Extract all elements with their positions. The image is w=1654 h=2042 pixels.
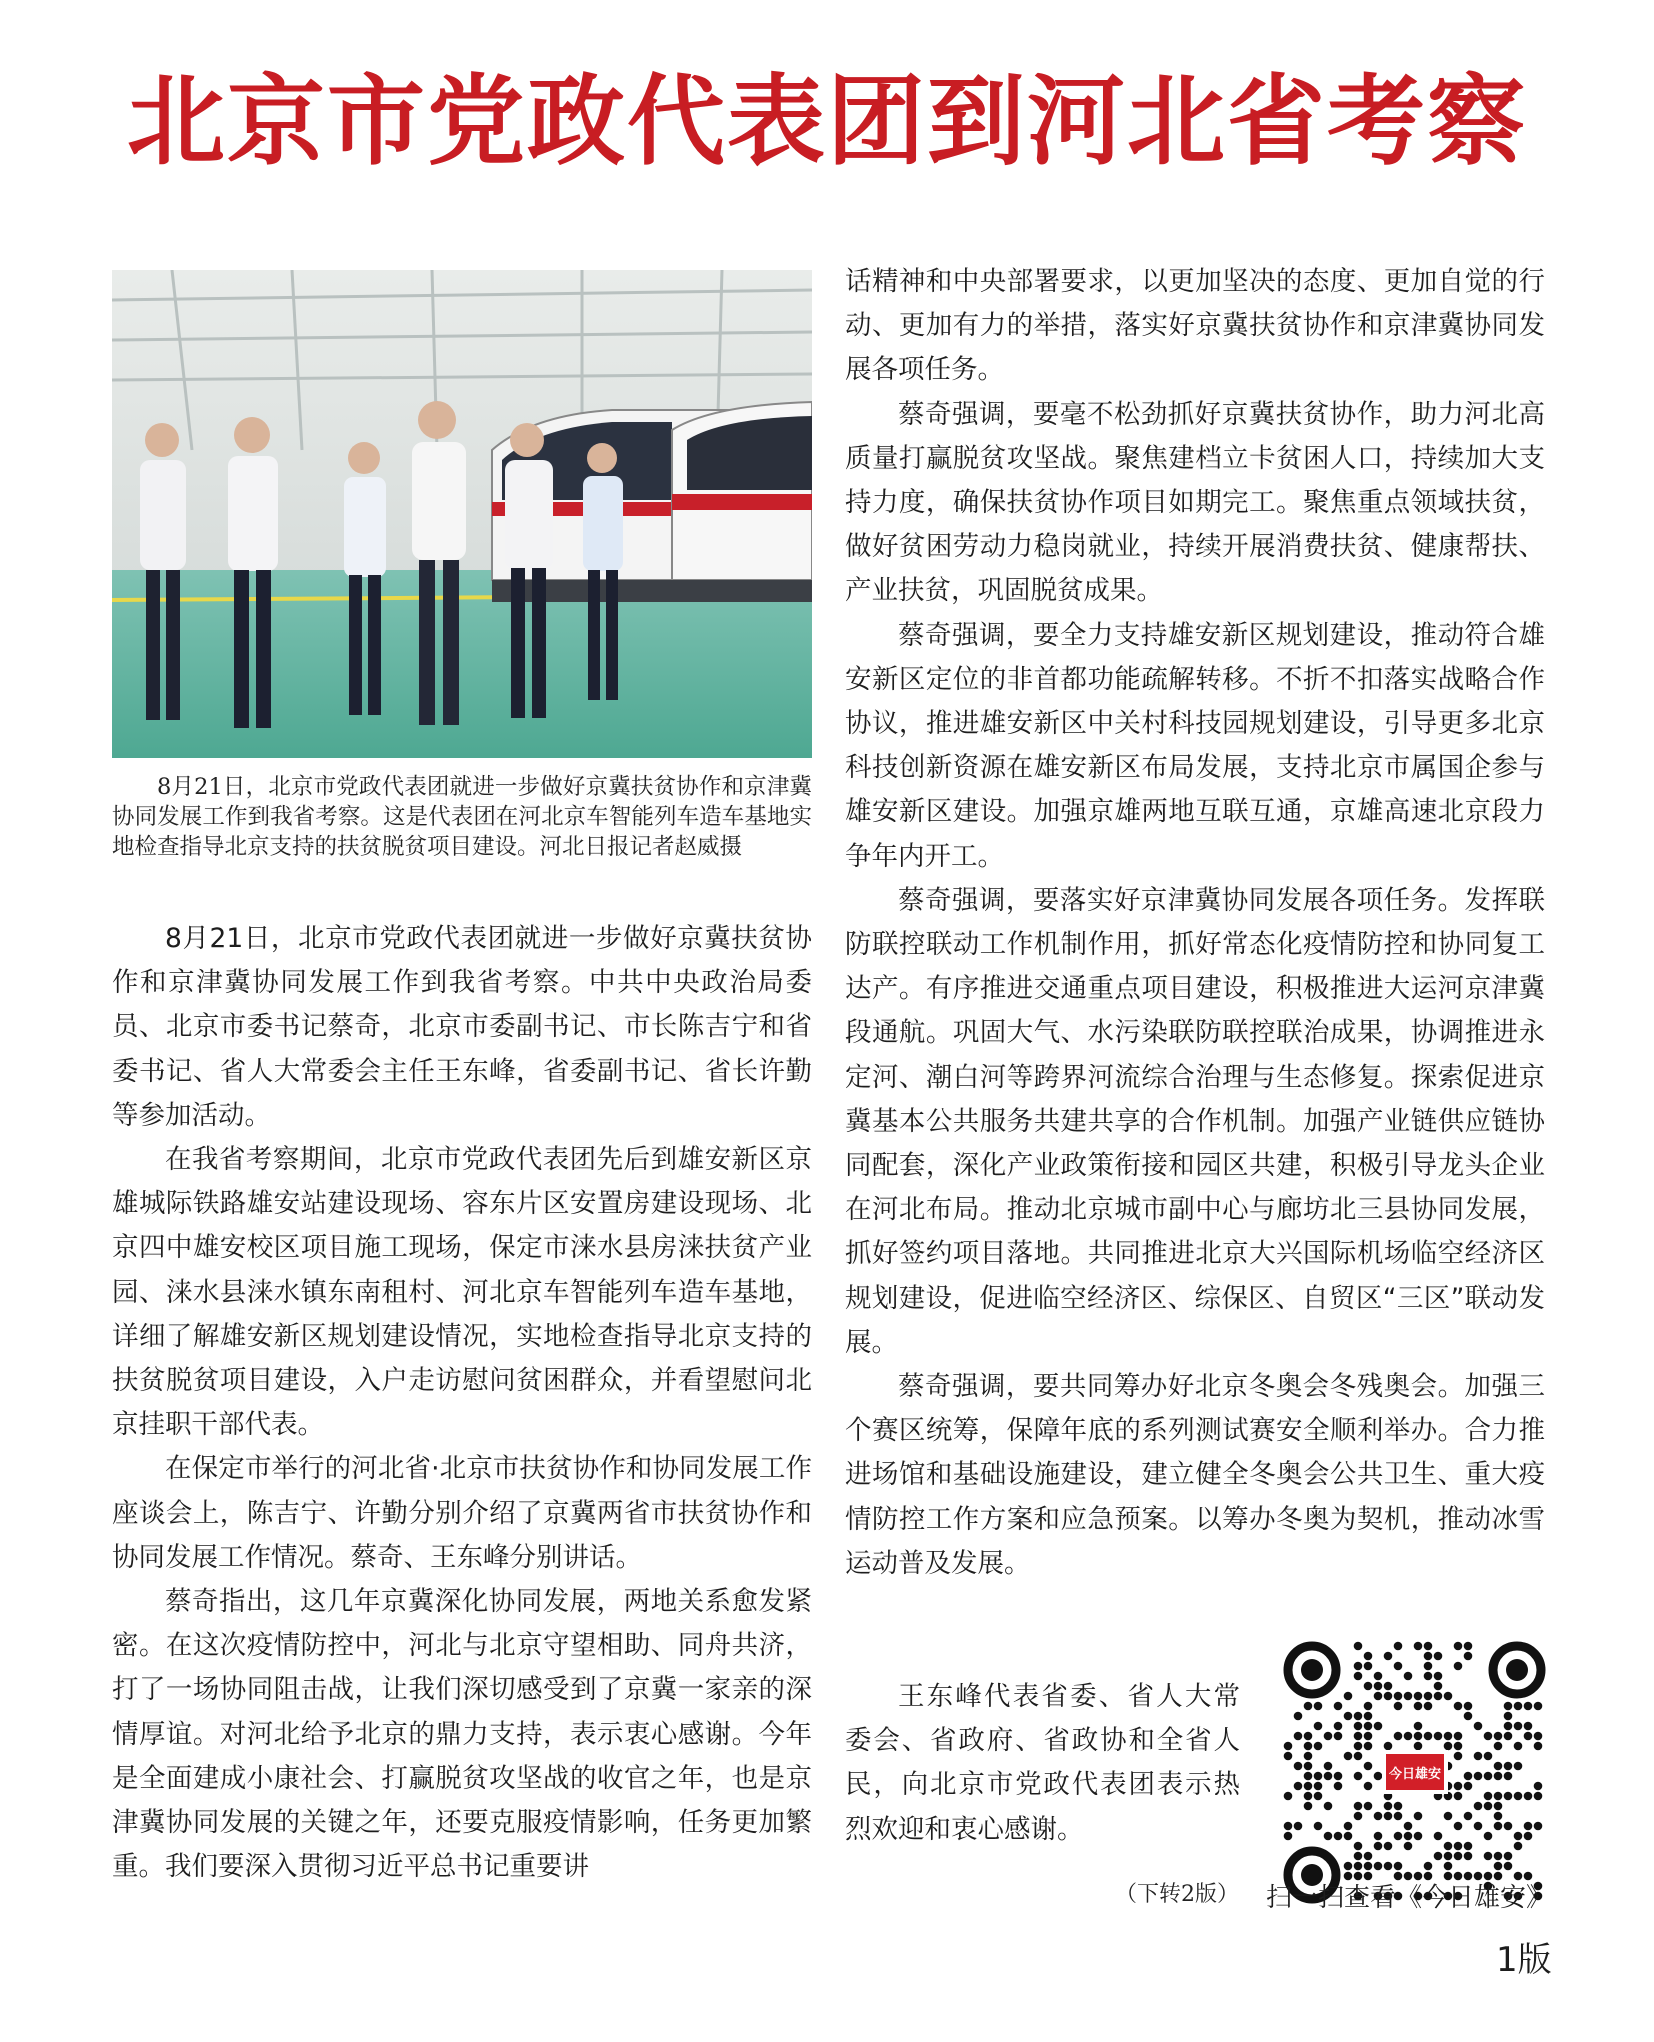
paragraph: 8月21日，北京市党政代表团就进一步做好京冀扶贫协作和京津冀协同发展工作到我省考察。中共中央政治局委员、北京市委书记蔡奇，北京市委副书记、市长陈吉宁和省委书记、省人大常委会主任王东峰，省委副书记、省长许勤等参加活动。: [112, 923, 812, 1131]
page-number: 1版: [1496, 1940, 1552, 1980]
qr-center-label: 今日雄安: [1388, 1767, 1442, 1782]
paragraph: 蔡奇强调，要全力支持雄安新区规划建设，推动符合雄安新区定位的非首都功能疏解转移。不折不扣落实战略合作协议，推进雄安新区中关村科技园规划建设，引导更多北京科技创新资源在雄安新区布局发展，支持北京市属国企参与雄安新区建设。加强京雄两地互联互通，京雄高速北京段力争年内开工。: [845, 619, 1545, 872]
paragraph: 蔡奇强调，要落实好京津冀协同发展各项任务。发挥联防联控联动工作机制作用，抓好常态化疫情防控和协同复工达产。有序推进交通重点项目建设，积极推进大运河京津冀段通航。巩固大气、水污染联防联控联治成果，协调推进永定河、潮白河等跨界河流综合治理与生态修复。探索促进京冀基本公共服务共建共享的合作机制。加强产业链供应链协同配套，深化产业政策衔接和园区共建，积极引导龙头企业在河北布局。推动北京城市副中心与廊坊北三县协同发展，抓好签约项目落地。共同推进北京大兴国际机场临空经济区规划建设，促进临空经济区、综保区、自贸区“三区”联动发展。: [845, 884, 1545, 1358]
paragraph: 王东峰代表省委、省人大常委会、省政府、省政协和全省人民，向北京市党政代表团表示热烈欢迎和衷心感谢。: [845, 1681, 1240, 1845]
continued-on-page-note: （下转2版）: [1115, 1882, 1239, 1907]
article-closing-paragraph: [845, 1675, 1240, 1852]
qr-code[interactable]: [1282, 1640, 1547, 1905]
paragraph: 在保定市举行的河北省·北京市扶贫协作和协同发展工作座谈会上，陈吉宁、许勤分别介绍了京冀两省市扶贫协作和协同发展工作情况。蔡奇、王东峰分别讲话。: [112, 1453, 812, 1573]
article-left-column: [112, 917, 812, 1889]
article-right-column: [845, 260, 1545, 1586]
headline: 北京市党政代表团到河北省考察: [126, 64, 1527, 179]
news-photo: [112, 270, 812, 758]
paragraph: 蔡奇强调，要毫不松劲抓好京冀扶贫协作，助力河北高质量打赢脱贫攻坚战。聚焦建档立卡贫困人口，持续加大支持力度，确保扶贫协作项目如期完工。聚焦重点领域扶贫，做好贫困劳动力稳岗就业，持续开展消费扶贫、健康帮扶、产业扶贫，巩固脱贫成果。: [845, 398, 1545, 607]
paragraph: 在我省考察期间，北京市党政代表团先后到雄安新区京雄城际铁路雄安站建设现场、容东片区安置房建设现场、北京四中雄安校区项目施工现场，保定市涞水县房涞扶贫产业园、涞水县涞水镇东南租村、河北京车智能列车造车基地，详细了解雄安新区规划建设情况，实地检查指导北京支持的扶贫脱贫项目建设，入户走访慰问贫困群众，并看望慰问北京挂职干部代表。: [112, 1144, 812, 1441]
paragraph-continuation: 话精神和中央部署要求，以更加坚决的态度、更加自觉的行动、更加有力的举措，落实好京冀扶贫协作和京津冀协同发展各项任务。: [845, 266, 1545, 386]
photo-caption: 8月21日，北京市党政代表团就进一步做好京冀扶贫协作和京津冀协同发展工作到我省考察。这是代表团在河北京车智能列车造车基地实地检查指导北京支持的扶贫脱贫项目建设。河北日报记者赵威摄: [112, 774, 812, 860]
qr-caption: 扫一扫查看《今日雄安》: [1266, 1883, 1553, 1913]
paragraph: 蔡奇强调，要共同筹办好北京冬奥会冬残奥会。加强三个赛区统筹，保障年底的系列测试赛安全顺利举办。合力推进场馆和基础设施建设，建立健全冬奥会公共卫生、重大疫情防控工作方案和应急预案。以筹办冬奥为契机，推动冰雪运动普及发展。: [845, 1371, 1545, 1579]
paragraph: 蔡奇指出，这几年京冀深化协同发展，两地关系愈发紧密。在这次疫情防控中，河北与北京守望相助、同舟共济，打了一场协同阻击战，让我们深切感受到了京冀一家亲的深情厚谊。对河北给予北京的鼎力支持，表示衷心感谢。今年是全面建成小康社会、打赢脱贫攻坚战的收官之年，也是京津冀协同发展的关键之年，还要克服疫情影响，任务更加繁重。我们要深入贯彻习近平总书记重要讲: [112, 1586, 812, 1883]
